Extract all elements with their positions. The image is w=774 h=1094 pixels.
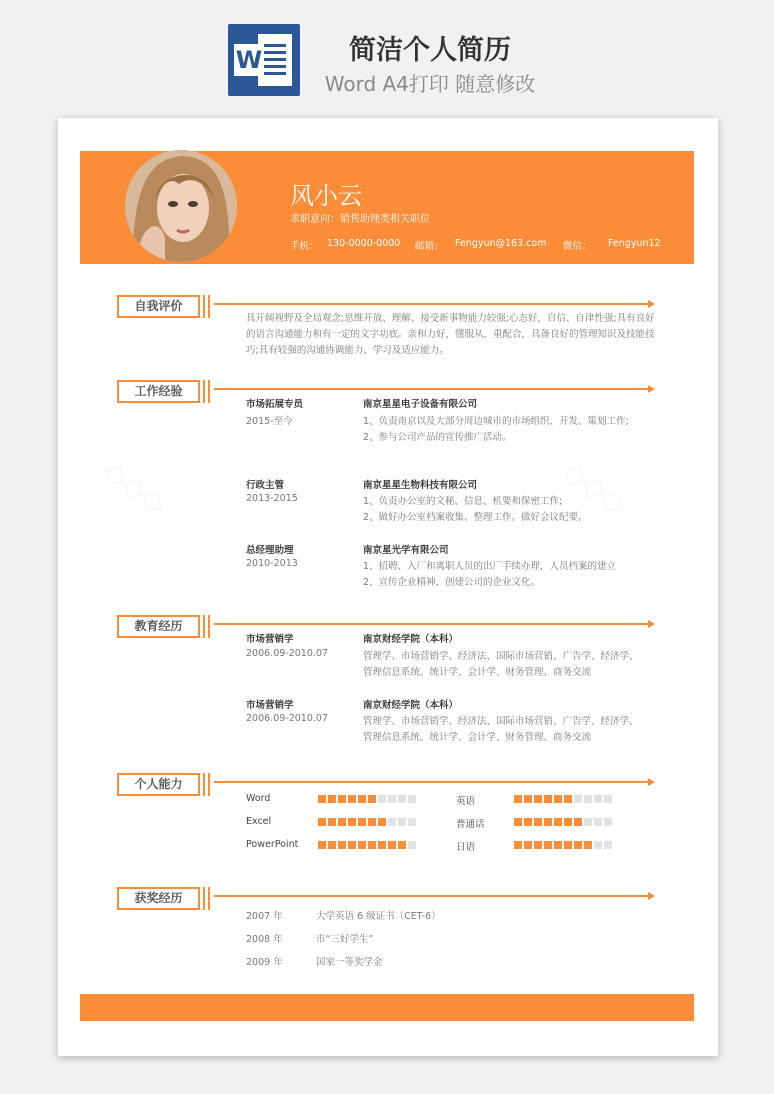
section-education: 教育经历 bbox=[117, 615, 200, 638]
skill-level-segment bbox=[514, 795, 522, 803]
email-label: 邮箱： bbox=[415, 241, 444, 252]
job-duty: 1、负责南京以及大部分周边城市的市场组织、开发、策划工作; bbox=[363, 416, 629, 427]
section-self-evaluation: 自我评价 bbox=[117, 295, 200, 318]
award-text: 大学英语 6 级证书（CET-6） bbox=[316, 911, 441, 922]
arrow-right-icon bbox=[648, 892, 655, 900]
edu-school: 南京财经学院（本科） bbox=[363, 634, 459, 645]
skill-level-segment bbox=[524, 841, 532, 849]
section-awards: 获奖经历 bbox=[117, 887, 200, 910]
job-intent: 求职意向：销售助理类相关职位 bbox=[290, 214, 430, 225]
skill-level-segment bbox=[408, 795, 416, 803]
edu-courses: 管理信息系统、统计学、会计学、财务管理、商务交流 bbox=[363, 732, 592, 743]
skill-level-segment bbox=[328, 818, 336, 826]
section-line bbox=[214, 895, 650, 897]
job-title: 市场拓展专员 bbox=[246, 399, 304, 410]
job-period: 2010-2013 bbox=[246, 558, 298, 569]
edu-major: 市场营销学 bbox=[246, 634, 294, 645]
section-line bbox=[214, 388, 650, 390]
wechat-value: Fengyun12 bbox=[608, 238, 661, 249]
section-line bbox=[214, 781, 650, 783]
edu-courses: 管理信息系统、统计学、会计学、财务管理、商务交流 bbox=[363, 667, 592, 678]
skill-level-segment bbox=[584, 818, 592, 826]
skill-level-segment bbox=[388, 818, 396, 826]
skill-level-segment bbox=[554, 795, 562, 803]
skill-level-segment bbox=[564, 795, 572, 803]
skill-level-segment bbox=[524, 818, 532, 826]
skill-level-segment bbox=[338, 818, 346, 826]
award-text: 国家一等奖学金 bbox=[316, 957, 383, 968]
skill-level-segment bbox=[328, 841, 336, 849]
phone-label: 手机： bbox=[290, 241, 319, 252]
skill-level-segment bbox=[408, 841, 416, 849]
candidate-name: 风小云 bbox=[290, 182, 362, 210]
job-period: 2015-至今 bbox=[246, 416, 293, 427]
skill-level-segment bbox=[574, 818, 582, 826]
skill-level-bar bbox=[318, 841, 418, 849]
skill-level-segment bbox=[544, 841, 552, 849]
skill-level-segment bbox=[388, 841, 396, 849]
section-tick bbox=[203, 887, 205, 910]
skill-level-segment bbox=[534, 818, 542, 826]
section-tick bbox=[208, 773, 210, 796]
skill-name: PowerPoint bbox=[246, 839, 299, 850]
skill-level-segment bbox=[594, 818, 602, 826]
section-tick bbox=[208, 887, 210, 910]
edu-school: 南京财经学院（本科） bbox=[363, 700, 459, 711]
skill-level-segment bbox=[378, 818, 386, 826]
edu-period: 2006.09-2010.07 bbox=[246, 648, 328, 659]
skill-level-segment bbox=[318, 818, 326, 826]
skill-level-segment bbox=[594, 795, 602, 803]
skill-name: Excel bbox=[246, 816, 272, 827]
company-name: 南京星星生物科技有限公司 bbox=[363, 480, 478, 491]
arrow-right-icon bbox=[648, 778, 655, 786]
skill-name: 英语 bbox=[456, 796, 476, 807]
award-year: 2009 年 bbox=[246, 957, 283, 968]
arrow-right-icon bbox=[648, 385, 655, 393]
skill-level-segment bbox=[554, 841, 562, 849]
skill-level-segment bbox=[348, 818, 356, 826]
skill-level-segment bbox=[574, 795, 582, 803]
arrow-right-icon bbox=[648, 300, 655, 308]
edu-courses: 管理学、市场营销学、经济法、国际市场营销、广告学、经济学、 bbox=[363, 651, 639, 662]
skill-level-segment bbox=[554, 818, 562, 826]
portrait-photo-icon bbox=[125, 150, 237, 262]
job-duty: 1、招聘、入厂和离职人员的出厂手续办理，人员档案的建立 bbox=[363, 561, 617, 572]
skill-level-segment bbox=[584, 795, 592, 803]
page-subtitle: Word A4打印 随意修改 bbox=[324, 72, 536, 96]
skill-name: Word bbox=[246, 793, 271, 804]
section-tick bbox=[203, 773, 205, 796]
skill-level-segment bbox=[348, 841, 356, 849]
job-duty: 2、做好办公室档案收集、整理工作。做好会议纪要。 bbox=[363, 512, 588, 523]
edu-major: 市场营销学 bbox=[246, 700, 294, 711]
skill-level-segment bbox=[358, 818, 366, 826]
section-tick bbox=[203, 615, 205, 638]
skill-level-segment bbox=[328, 795, 336, 803]
skill-level-segment bbox=[604, 818, 612, 826]
skill-level-segment bbox=[348, 795, 356, 803]
skill-level-segment bbox=[338, 795, 346, 803]
job-title: 总经理助理 bbox=[246, 545, 294, 556]
skill-level-segment bbox=[584, 841, 592, 849]
edu-courses: 管理学、市场营销学、经济法、国际市场营销、广告学、经济学、 bbox=[363, 716, 639, 727]
skill-level-segment bbox=[368, 818, 376, 826]
avatar bbox=[125, 150, 237, 262]
skill-level-segment bbox=[604, 841, 612, 849]
skill-level-bar bbox=[514, 818, 614, 826]
skill-level-segment bbox=[604, 795, 612, 803]
email-value: Fengyun@163.com bbox=[455, 238, 547, 249]
edu-period: 2006.09-2010.07 bbox=[246, 713, 328, 724]
word-icon bbox=[228, 24, 300, 96]
section-tick bbox=[208, 380, 210, 403]
page-title: 简洁个人简历 bbox=[349, 35, 511, 66]
skill-level-bar bbox=[318, 818, 418, 826]
skill-level-segment bbox=[514, 841, 522, 849]
skill-level-segment bbox=[388, 795, 396, 803]
skill-level-segment bbox=[398, 841, 406, 849]
section-skills: 个人能力 bbox=[117, 773, 200, 796]
skill-level-bar bbox=[318, 795, 418, 803]
arrow-right-icon bbox=[648, 620, 655, 628]
skill-level-bar bbox=[514, 841, 614, 849]
phone-value: 130-0000-0000 bbox=[327, 238, 401, 249]
section-line bbox=[214, 303, 650, 305]
wechat-label: 微信： bbox=[563, 241, 592, 252]
skill-level-segment bbox=[368, 841, 376, 849]
skill-level-segment bbox=[574, 841, 582, 849]
section-tick bbox=[208, 295, 210, 318]
award-text: 市“三好学生” bbox=[316, 934, 374, 945]
section-tick bbox=[203, 380, 205, 403]
section-tick bbox=[203, 295, 205, 318]
skill-level-segment bbox=[378, 841, 386, 849]
skill-level-segment bbox=[358, 795, 366, 803]
award-year: 2007 年 bbox=[246, 911, 283, 922]
company-name: 南京星光学有限公司 bbox=[363, 545, 449, 556]
skill-name: 普通话 bbox=[456, 819, 485, 830]
skill-level-segment bbox=[544, 795, 552, 803]
word-icon-letter: W bbox=[235, 46, 263, 74]
resume-footer-bar bbox=[80, 994, 694, 1021]
skill-level-segment bbox=[534, 841, 542, 849]
skill-name: 日语 bbox=[456, 842, 476, 853]
section-line bbox=[214, 623, 650, 625]
skill-level-bar bbox=[514, 795, 614, 803]
section-work: 工作经验 bbox=[117, 380, 200, 403]
skill-level-segment bbox=[368, 795, 376, 803]
skill-level-segment bbox=[398, 818, 406, 826]
self-evaluation-text: 具开阔视野及全局观念;思维开放、理解、接受新事物能力较强;心态好，自信、自律性强;具有良好的语言沟通能力和有一定的文字功底。亲和力好，懂服从，重配合，具备良好的管理知识及技能技巧;具有较强的沟通协调能力、学习及适应能力。 bbox=[246, 313, 655, 356]
company-name: 南京星星电子设备有限公司 bbox=[363, 399, 478, 410]
skill-level-segment bbox=[338, 841, 346, 849]
skill-level-segment bbox=[564, 818, 572, 826]
job-title: 行政主管 bbox=[246, 480, 285, 491]
section-tick bbox=[208, 615, 210, 638]
job-period: 2013-2015 bbox=[246, 493, 298, 504]
job-duty: 2、宣传企业精神，创建公司的企业文化。 bbox=[363, 577, 541, 588]
job-duty: 1、负责办公室的文秘、信息、机要和保密工作; bbox=[363, 496, 563, 507]
skill-level-segment bbox=[524, 795, 532, 803]
skill-level-segment bbox=[544, 818, 552, 826]
skill-level-segment bbox=[514, 818, 522, 826]
skill-level-segment bbox=[564, 841, 572, 849]
skill-level-segment bbox=[358, 841, 366, 849]
skill-level-segment bbox=[534, 795, 542, 803]
skill-level-segment bbox=[398, 795, 406, 803]
skill-level-segment bbox=[594, 841, 602, 849]
skill-level-segment bbox=[378, 795, 386, 803]
skill-level-segment bbox=[318, 795, 326, 803]
award-year: 2008 年 bbox=[246, 934, 283, 945]
job-duty: 2、参与公司产品的宣传推广活动。 bbox=[363, 432, 512, 443]
skill-level-segment bbox=[318, 841, 326, 849]
skill-level-segment bbox=[408, 818, 416, 826]
